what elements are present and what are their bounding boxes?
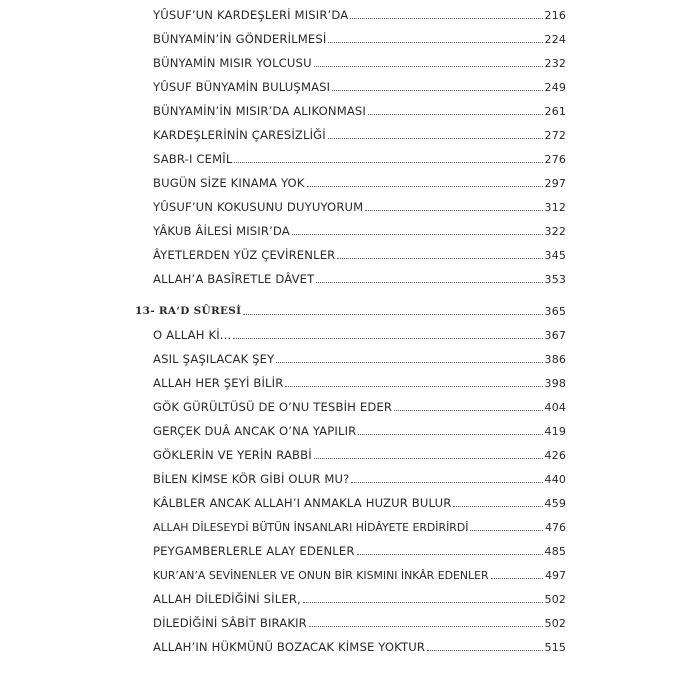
dot-leader: [368, 114, 543, 115]
dot-leader: [491, 578, 543, 579]
toc-entry-title: BÜNYAMİN MISIR YOLCUSU: [153, 56, 312, 70]
dot-leader: [309, 626, 543, 627]
toc-entry-page: 515: [544, 641, 566, 654]
toc-entry-page: 249: [544, 81, 566, 94]
toc-entry[interactable]: [153, 540, 566, 558]
toc-entry[interactable]: [153, 588, 566, 606]
toc-entry-page: 353: [544, 273, 566, 286]
toc-entry-page: 502: [544, 593, 566, 606]
toc-entry-page: 272: [544, 129, 566, 142]
toc-entry-title: YÛSUF’UN KOKUSUNU DUYUYORUM: [153, 200, 364, 214]
dot-leader: [332, 90, 542, 91]
toc-entry[interactable]: [153, 516, 566, 534]
dot-leader: [394, 410, 542, 411]
dot-leader: [365, 210, 542, 211]
toc-entry[interactable]: [153, 492, 566, 510]
toc-entry[interactable]: [153, 396, 566, 414]
dot-leader: [243, 314, 542, 315]
toc-entry-title: SABR-I CEMÎL: [153, 152, 233, 166]
dot-leader: [316, 282, 542, 283]
dot-leader: [351, 482, 542, 483]
toc-entry-page: 345: [544, 249, 566, 262]
dot-leader: [337, 258, 542, 259]
toc-entry-title: BİLEN KİMSE KÖR GİBİ OLUR MU?: [153, 472, 350, 486]
toc-entry[interactable]: [153, 124, 566, 142]
toc-entry-title: YÛSUF’UN KARDEŞLERİ MISIR’DA: [153, 8, 349, 22]
toc-entry-page: 440: [544, 473, 566, 486]
toc-entry[interactable]: [153, 52, 566, 70]
toc-entry-page: 276: [544, 153, 566, 166]
dot-leader: [233, 338, 542, 339]
chapter-heading-title: 13- RA‘D SÛRESİ: [135, 305, 242, 317]
dot-leader: [314, 458, 543, 459]
toc-entry-page: 322: [544, 225, 566, 238]
toc-entry-page: 398: [544, 377, 566, 390]
toc-entry-title: ALLAH DİLESEYDİ BÜTÜN İNSANLARI HİDÂYETE ERDİRİRDİ: [153, 521, 469, 534]
toc-entry-title: BÜNYAMİN’İN GÖNDERİLMESİ: [153, 32, 327, 46]
toc-entry[interactable]: [153, 564, 566, 582]
toc-entry-page: 386: [544, 353, 566, 366]
toc-entry-title: GERÇEK DUÂ ANCAK O’NA YAPILIR: [153, 424, 357, 438]
toc-entry[interactable]: [153, 468, 566, 486]
toc-entry[interactable]: [153, 148, 566, 166]
toc-entry[interactable]: [153, 612, 566, 630]
toc-entry-title: ÂYETLERDEN YÜZ ÇEVİRENLER: [153, 248, 336, 262]
toc-entry-title: GÖKLERİN VE YERİN RABBİ: [153, 448, 312, 462]
dot-leader: [350, 18, 542, 19]
dot-leader: [453, 506, 542, 507]
toc-entry-page: 261: [544, 105, 566, 118]
toc-entry-title: BÜNYAMİN’İN MISIR’DA ALIKONMASI: [153, 104, 367, 118]
toc-entry-title: ALLAH HER ŞEYİ BİLİR: [153, 376, 284, 390]
chapter-heading-page: 365: [544, 305, 566, 318]
dot-leader: [358, 434, 542, 435]
dot-leader: [328, 138, 543, 139]
dot-leader: [292, 234, 543, 235]
toc-entry-page: 419: [544, 425, 566, 438]
toc-entry-title: KUR’AN’A SEVİNENLER VE ONUN BİR KISMINI İNKÂR EDENLER: [153, 569, 489, 582]
toc-entry-title: ALLAH’A BASÎRETLE DÂVET: [153, 272, 315, 286]
toc-entry-title: ALLAH’IN HÜKMÜNÜ BOZACAK KİMSE YOKTUR: [153, 640, 426, 654]
toc-entry[interactable]: [153, 372, 566, 390]
dot-leader: [357, 554, 543, 555]
dot-leader: [328, 42, 542, 43]
toc-entry-title: DİLEDİĞİNİ SÂBİT BIRAKIR: [153, 616, 307, 630]
toc-entry[interactable]: [153, 324, 566, 342]
toc-entry-title: ASIL ŞAŞILACAK ŞEY: [153, 352, 275, 366]
toc-entry[interactable]: [153, 220, 566, 238]
toc-entry[interactable]: [153, 196, 566, 214]
toc-chapter-heading[interactable]: [135, 300, 566, 318]
toc-entry-page: 502: [544, 617, 566, 630]
toc-entry-page: 216: [544, 9, 566, 22]
toc-entry-title: YÛSUF BÜNYAMİN BULUŞMASI: [153, 80, 331, 94]
toc-entry[interactable]: [153, 244, 566, 262]
dot-leader: [470, 530, 543, 531]
dot-leader: [314, 66, 543, 67]
toc-entry-title: PEYGAMBERLERLE ALAY EDENLER: [153, 544, 355, 558]
toc-entry[interactable]: [153, 348, 566, 366]
toc-entry[interactable]: [153, 268, 566, 286]
toc-entry-page: 232: [544, 57, 566, 70]
dot-leader: [234, 162, 542, 163]
toc-entry-title: KÂLBLER ANCAK ALLAH’I ANMAKLA HUZUR BULUR: [153, 496, 452, 510]
toc-entry[interactable]: [153, 100, 566, 118]
dot-leader: [307, 186, 543, 187]
toc-entry-page: 312: [544, 201, 566, 214]
toc-entry-page: 497: [545, 569, 566, 582]
toc-entry[interactable]: [153, 636, 566, 654]
toc-entry-title: BUGÜN SİZE KINAMA YOK: [153, 176, 305, 190]
toc-entry-title: GÖK GÜRÜLTÜSÜ DE O’NU TESBİH EDER: [153, 400, 393, 414]
toc-entry-title: O ALLAH Kİ...: [153, 328, 232, 342]
toc-entry[interactable]: [153, 4, 566, 22]
toc-entry[interactable]: [153, 28, 566, 46]
toc-entry-page: 459: [544, 497, 566, 510]
toc-entry-page: 224: [544, 33, 566, 46]
toc-entry-page: 404: [544, 401, 566, 414]
toc-entry-page: 426: [544, 449, 566, 462]
dot-leader: [276, 362, 542, 363]
dot-leader: [303, 602, 543, 603]
dot-leader: [285, 386, 542, 387]
dot-leader: [427, 650, 542, 651]
toc-entry[interactable]: [153, 172, 566, 190]
toc-entry[interactable]: [153, 420, 566, 438]
toc-entry-title: KARDEŞLERİNİN ÇARESİZLİĞİ: [153, 128, 326, 142]
toc-entry-page: 297: [544, 177, 566, 190]
toc-entry-title: YÂKUB ÂİLESİ MISIR’DA: [153, 224, 290, 238]
toc-entry-page: 367: [544, 329, 566, 342]
toc-entry-page: 485: [544, 545, 566, 558]
toc-entry[interactable]: [153, 444, 566, 462]
toc-entry[interactable]: [153, 76, 566, 94]
toc-entry-title: ALLAH DİLEDİĞİNİ SİLER,: [153, 592, 301, 606]
toc-entry-page: 476: [545, 521, 566, 534]
